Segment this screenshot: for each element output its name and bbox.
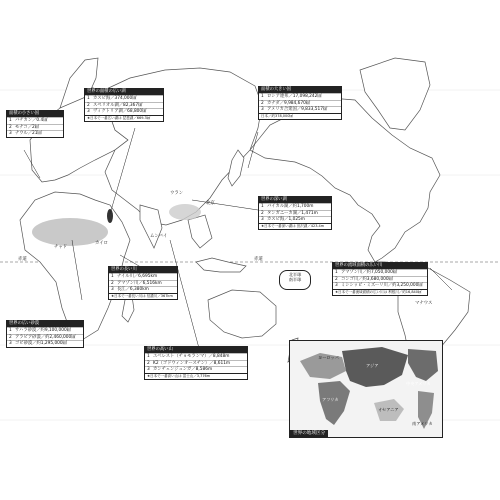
large-countries-box (258, 86, 342, 120)
deep-lakes-row: 3 カスピ海／1,025m (259, 216, 331, 223)
large-deserts-title: 世界の広い砂漠 (7, 321, 83, 327)
large-lakes-box (84, 88, 164, 122)
deep-lakes-box (258, 196, 332, 230)
equator-label-left: 赤道 (18, 257, 27, 262)
high-mountains-row: 2 K2（ゴドウィンオースチン）／8,611m (145, 360, 247, 367)
basins-box (332, 262, 428, 296)
basins-note: ★日本で一番流域面積の広い川は 利根川／約16,840㎢ (333, 289, 427, 296)
small-countries-box (6, 110, 64, 138)
small-countries-row: 2 モナコ／2㎢ (7, 124, 63, 131)
large-deserts-row: 3 ゴビ砂漠／約1,295,000㎢ (7, 340, 83, 347)
basins-row: 3 ミシシッピ・ミズーリ川／約3,250,000㎢ (333, 282, 427, 289)
inset-region-label-oceania: オセアニア (378, 407, 399, 412)
high-mountains-title: 世界の高い山 (145, 347, 247, 353)
basins-title: 世界の流域面積の広い川 (333, 263, 427, 269)
deep-lakes-row: 1 バイカル湖／約1,700m (259, 203, 331, 210)
large-countries-row: 3 アメリカ合衆国／9,833,517㎢ (259, 106, 341, 113)
place-label: ウラン (170, 191, 184, 196)
hemisphere-badge (279, 270, 311, 290)
inset-africa-shape (318, 381, 350, 425)
high-mountains-row: 1 エベレスト（チョモランマ）／8,848m (145, 353, 247, 360)
place-label: ムンバイ (150, 234, 168, 239)
long-rivers-row: 2 アマゾン川／6,516km (109, 280, 177, 287)
place-label: マナウス (415, 301, 433, 306)
inset-region-label-europe: ヨーロッパ (318, 355, 339, 360)
long-rivers-title: 世界の長い川 (109, 267, 177, 273)
inset-region-label-central-america: 中央アメリカ (406, 381, 431, 386)
large-countries-row: 2 カナダ／9,984,670㎢ (259, 100, 341, 107)
southern-hemisphere-label: 南半球 (288, 277, 302, 282)
large-deserts-row: 1 サハラ砂漠／約9,100,000㎢ (7, 327, 83, 334)
high-mountains-box (144, 346, 248, 380)
deep-lakes-row: 2 タンガニーカ湖／1,471m (259, 210, 331, 217)
northern-hemisphere-label: 北半球 (288, 272, 302, 277)
large-countries-title: 面積の大きい国 (259, 87, 341, 93)
gobi-desert-area (169, 204, 201, 220)
long-rivers-row: 3 長江／6,380km (109, 286, 177, 293)
high-mountains-note: ★日本で一番高い山は 富士山／3,776m (145, 373, 247, 380)
inset-region-label-south-america: 南アメリカ (412, 421, 433, 426)
small-countries-row: 3 ナウル／21㎢ (7, 130, 63, 137)
equator-label-center: 赤道 (254, 257, 263, 262)
region-inset-map (289, 340, 443, 438)
long-rivers-box (108, 266, 178, 300)
caspian-sea-mark (107, 209, 113, 223)
large-countries-note: 日本／約378,000㎢ (259, 113, 341, 120)
basins-row: 1 アマゾン川／約7,050,000㎢ (333, 269, 427, 276)
large-lakes-row: 1 カスピ海／374,000㎢ (85, 95, 163, 102)
inset-region-label-asia: アジア (366, 363, 379, 368)
place-label: 北京 (206, 201, 215, 206)
inset-region-label-africa: アフリカ (322, 397, 339, 402)
long-rivers-row: 1 ナイル川／6,695km (109, 273, 177, 280)
large-lakes-title: 世界の面積の広い湖 (85, 89, 163, 95)
small-countries-title: 面積の小さい国 (7, 111, 63, 117)
inset-north-america-shape (408, 349, 438, 381)
region-inset-title: 世界の地域区分 (290, 430, 328, 437)
basins-row: 2 コンゴ川／約3,680,000㎢ (333, 276, 427, 283)
deep-lakes-title: 世界の深い湖 (259, 197, 331, 203)
large-lakes-note: ★日本で一番広い湖は 琵琶湖／669.3㎢ (85, 115, 163, 122)
small-countries-row: 1 バチカン／0.4㎢ (7, 117, 63, 124)
large-deserts-row: 2 アラビア砂漠／約2,460,000㎢ (7, 334, 83, 341)
high-mountains-row: 3 カンチェンジュンガ／8,586m (145, 366, 247, 373)
large-lakes-row: 3 ヴィクトリア湖／68,800㎢ (85, 108, 163, 115)
place-label: チャド (54, 245, 68, 250)
large-deserts-box (6, 320, 84, 348)
large-countries-row: 1 ロシア連邦／17,098,242㎢ (259, 93, 341, 100)
place-label: カイロ (95, 241, 109, 246)
large-lakes-row: 2 スペリオル湖／82,367㎢ (85, 102, 163, 109)
long-rivers-note: ★日本で一番長い川は 信濃川／367km (109, 293, 177, 300)
deep-lakes-note: ★日本で一番深い湖は 田沢湖／423.4m (259, 223, 331, 230)
